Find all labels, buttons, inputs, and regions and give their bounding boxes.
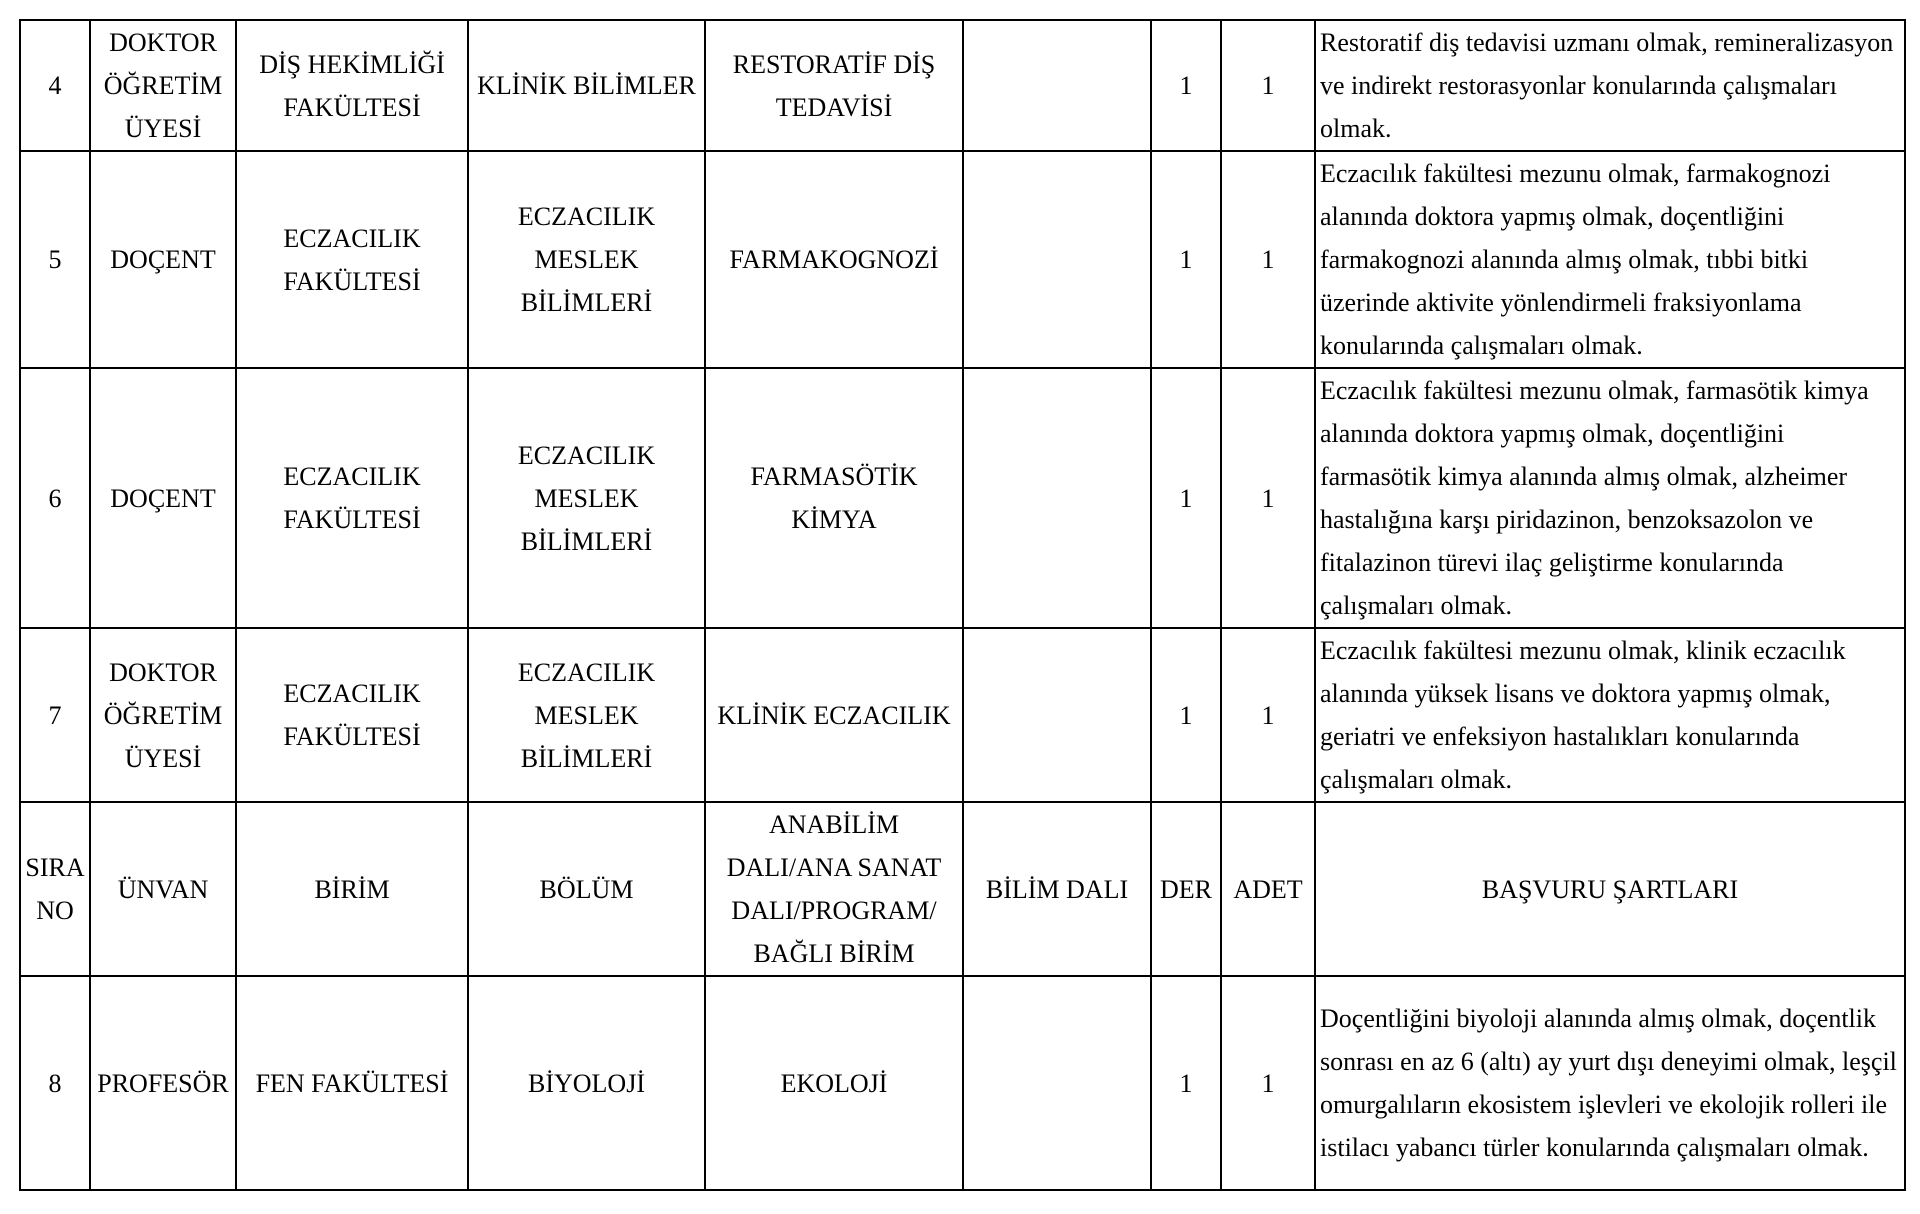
- bilim-dali-cell: [963, 368, 1151, 628]
- adet-cell: 1: [1221, 976, 1315, 1190]
- bilim-dali-cell: [963, 628, 1151, 802]
- basvuru-sartlari-cell: Eczacılık fakültesi mezunu olmak, farmasötik kimya alanında doktora yapmış olmak, doçentliğini farmasötik kimya alanında almış olmak, alzheimer hastalığına karşı piridazinon, benzoksazolon ve fitalazinon türevi ilaç geliştirme konularında çalışmaları olmak.: [1315, 368, 1905, 628]
- header-anabilim-dali: ANABİLİM DALI/ANA SANAT DALI/PROGRAM/ BAĞLI BİRİM: [705, 802, 963, 976]
- bolum-cell: KLİNİK BİLİMLER: [468, 20, 705, 151]
- basvuru-sartlari-cell: Eczacılık fakültesi mezunu olmak, klinik eczacılık alanında yüksek lisans ve doktora yapmış olmak, geriatri ve enfeksiyon hastalıkları konularında çalışmaları olmak.: [1315, 628, 1905, 802]
- anabilim-dali-cell: FARMAKOGNOZİ: [705, 151, 963, 368]
- der-cell: 1: [1151, 976, 1221, 1190]
- table-row: [20, 20, 1905, 151]
- bolum-cell: BİYOLOJİ: [468, 976, 705, 1190]
- birim-cell: ECZACILIK FAKÜLTESİ: [236, 628, 468, 802]
- bilim-dali-cell: [963, 976, 1151, 1190]
- birim-cell: ECZACILIK FAKÜLTESİ: [236, 368, 468, 628]
- sira-no-cell: 4: [20, 20, 90, 151]
- header-der: DER: [1151, 802, 1221, 976]
- basvuru-sartlari-cell: Doçentliğini biyoloji alanında almış olmak, doçentlik sonrası en az 6 (altı) ay yurt dışı deneyimi olmak, leşçil omurgalıların ekosistem işlevleri ve ekolojik rolleri ile istilacı yabancı türler konularında çalışmaları olmak.: [1315, 976, 1905, 1190]
- bolum-cell: ECZACILIK MESLEK BİLİMLERİ: [468, 151, 705, 368]
- table-row: [20, 151, 1905, 368]
- der-cell: 1: [1151, 20, 1221, 151]
- table-row: [20, 628, 1905, 802]
- header-unvan: ÜNVAN: [90, 802, 236, 976]
- header-bilim-dali: BİLİM DALI: [963, 802, 1151, 976]
- sira-no-cell: 8: [20, 976, 90, 1190]
- header-birim: BİRİM: [236, 802, 468, 976]
- adet-cell: 1: [1221, 628, 1315, 802]
- bilim-dali-cell: [963, 151, 1151, 368]
- table-row: [20, 368, 1905, 628]
- birim-cell: ECZACILIK FAKÜLTESİ: [236, 151, 468, 368]
- anabilim-dali-cell: KLİNİK ECZACILIK: [705, 628, 963, 802]
- adet-cell: 1: [1221, 20, 1315, 151]
- sira-no-cell: 7: [20, 628, 90, 802]
- header-basvuru-sartlari: BAŞVURU ŞARTLARI: [1315, 802, 1905, 976]
- bilim-dali-cell: [963, 20, 1151, 151]
- positions-table-page: [19, 19, 1904, 1191]
- unvan-cell: PROFESÖR: [90, 976, 236, 1190]
- anabilim-dali-cell: FARMASÖTİK KİMYA: [705, 368, 963, 628]
- positions-table: [19, 19, 1906, 1191]
- header-sira-no: SIRA NO: [20, 802, 90, 976]
- sira-no-cell: 5: [20, 151, 90, 368]
- sira-no-cell: 6: [20, 368, 90, 628]
- birim-cell: DİŞ HEKİMLİĞİ FAKÜLTESİ: [236, 20, 468, 151]
- header-bolum: BÖLÜM: [468, 802, 705, 976]
- der-cell: 1: [1151, 628, 1221, 802]
- header-adet: ADET: [1221, 802, 1315, 976]
- der-cell: 1: [1151, 368, 1221, 628]
- unvan-cell: DOÇENT: [90, 368, 236, 628]
- header-row: [20, 802, 1905, 976]
- bolum-cell: ECZACILIK MESLEK BİLİMLERİ: [468, 368, 705, 628]
- unvan-cell: DOÇENT: [90, 151, 236, 368]
- anabilim-dali-cell: EKOLOJİ: [705, 976, 963, 1190]
- bolum-cell: ECZACILIK MESLEK BİLİMLERİ: [468, 628, 705, 802]
- anabilim-dali-cell: RESTORATİF DİŞ TEDAVİSİ: [705, 20, 963, 151]
- adet-cell: 1: [1221, 151, 1315, 368]
- basvuru-sartlari-cell: Restoratif diş tedavisi uzmanı olmak, remineralizasyon ve indirekt restorasyonlar konularında çalışmaları olmak.: [1315, 20, 1905, 151]
- adet-cell: 1: [1221, 368, 1315, 628]
- der-cell: 1: [1151, 151, 1221, 368]
- unvan-cell: DOKTOR ÖĞRETİM ÜYESİ: [90, 628, 236, 802]
- table-row: [20, 976, 1905, 1190]
- basvuru-sartlari-cell: Eczacılık fakültesi mezunu olmak, farmakognozi alanında doktora yapmış olmak, doçentliğini farmakognozi alanında almış olmak, tıbbi bitki üzerinde aktivite yönlendirmeli fraksiyonlama konularında çalışmaları olmak.: [1315, 151, 1905, 368]
- birim-cell: FEN FAKÜLTESİ: [236, 976, 468, 1190]
- unvan-cell: DOKTOR ÖĞRETİM ÜYESİ: [90, 20, 236, 151]
